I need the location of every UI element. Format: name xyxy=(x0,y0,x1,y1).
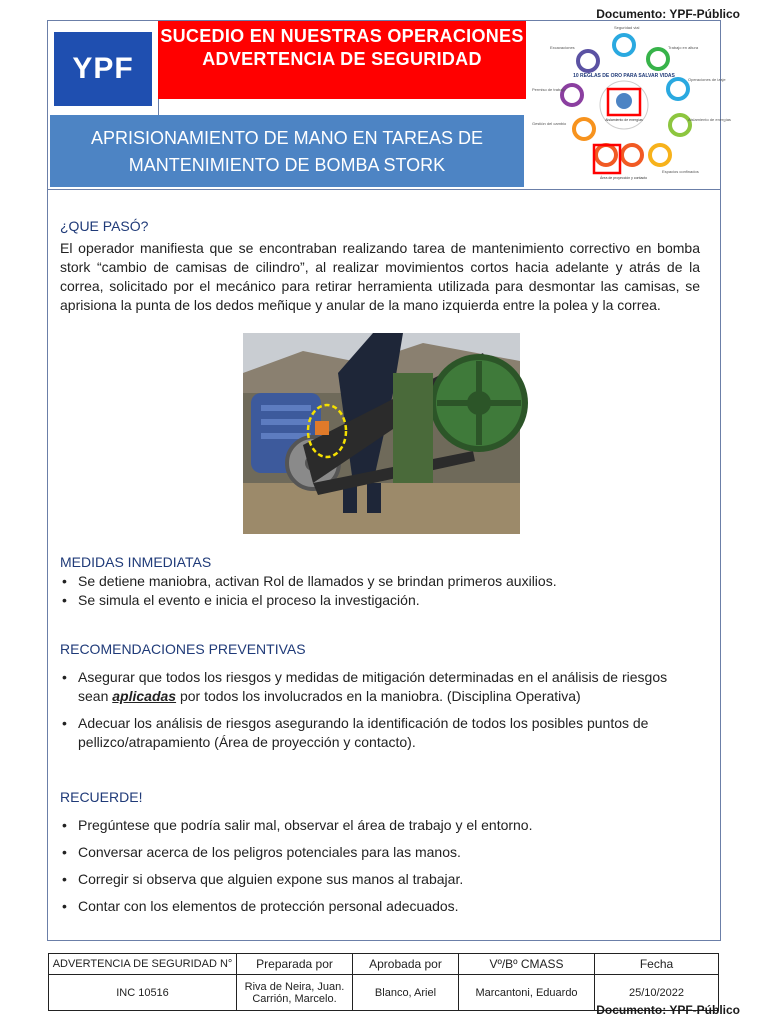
report-date: 25/10/2022 xyxy=(595,975,719,1011)
incident-photo-graphic xyxy=(243,333,520,534)
wheel-label-3: Aislamiento de energías xyxy=(688,117,731,122)
wheel-label-2: Operaciones de izaje xyxy=(688,77,726,82)
wheel-label-7: Excavaciones xyxy=(550,45,575,50)
document-classification-bottom: Documento: YPF-Público xyxy=(596,1003,740,1017)
banner-line-1: SUCEDIO EN NUESTRAS OPERACIONES xyxy=(160,26,524,46)
wheel-label-5: Gestión del cambio xyxy=(532,121,567,126)
wheel-label-0: Seguridad vial xyxy=(614,25,640,30)
wheel-label-6: Permiso de trabajo xyxy=(532,87,566,92)
table-header-row xyxy=(49,954,719,975)
list-item: • Pregúntese que podría salir mal, observar el área de trabajo y el entorno. xyxy=(60,816,700,835)
warning-banner xyxy=(158,21,526,99)
remember-list xyxy=(60,816,700,916)
list-item: • Conversar acerca de los peligros potenciales para las manos. xyxy=(60,843,700,862)
emphasis-applied: aplicadas xyxy=(112,688,177,704)
approved-by: Blanco, Ariel xyxy=(353,975,459,1011)
header xyxy=(47,20,731,190)
report-body xyxy=(47,188,721,941)
section-title-immediate-measures: MEDIDAS INMEDIATAS xyxy=(60,554,212,570)
immediate-measures-list xyxy=(60,572,700,610)
header-cell: ADVERTENCIA DE SEGURIDAD N° xyxy=(49,954,237,975)
wheel-title: 10 REGLAS DE ORO PARA SALVAR VIDAS xyxy=(573,73,675,79)
recommendations-list xyxy=(60,668,700,752)
cmass-approval: Marcantoni, Eduardo xyxy=(459,975,595,1011)
header-cell: Aprobada por xyxy=(353,954,459,975)
ypf-logo: YPF xyxy=(54,32,152,106)
section-title-remember: RECUERDE! xyxy=(60,789,143,805)
title-line-2: MANTENIMIENTO DE BOMBA STORK xyxy=(128,155,446,175)
wheel-highlight-label: Área de proyección y contacto xyxy=(600,176,648,180)
logo-box xyxy=(48,21,159,121)
list-item: • Se detiene maniobra, activan Rol de llamados y se brindan primeros auxilios. xyxy=(60,572,700,591)
list-item: • Adecuar los análisis de riesgos asegurando la identificación de todos los posibles puntos de pellizco/atrapamiento (Área de proyección y contacto). xyxy=(60,714,700,752)
title-line-1: APRISIONAMIENTO DE MANO EN TAREAS DE xyxy=(90,128,484,148)
list-item: • Asegurar que todos los riesgos y medidas de mitigación determinadas en el análisis de riesgos sean aplicadas por todos los involucrados en la maniobra. (Disciplina Operativa) xyxy=(60,668,700,706)
list-item: • Contar con los elementos de protección personal adecuados. xyxy=(60,897,700,916)
what-happened-text: El operador manifiesta que se encontraban realizando tarea de mantenimiento correctivo en bomba stork “cambio de camisas de cilindro”, al realizar movimientos cortos hacia adelante y atrás de la correa, solicitado por el mecánico para retirar herramienta utilizada para desmontar las camisas, se aprisiona la punta de los dedos meñique y anular de la mano izquierda entre la polea y la correa. xyxy=(60,240,700,313)
header-cell: Vº/Bº CMASS xyxy=(459,954,595,975)
section-title-what-happened: ¿QUE PASÓ? xyxy=(60,218,149,234)
incident-number: INC 10516 xyxy=(49,975,237,1011)
incident-title xyxy=(50,115,524,187)
prepared-by: Riva de Neira, Juan. Carrión, Marcelo. xyxy=(237,975,353,1011)
golden-rules-wheel-graphic xyxy=(528,21,731,189)
section-title-recommendations: RECOMENDACIONES PREVENTIVAS xyxy=(60,641,306,657)
wheel-label-1: Trabajo en altura xyxy=(668,45,699,50)
wheel-center-label: Aislamiento de energías xyxy=(605,118,643,122)
wheel-label-4: Espacios confinados xyxy=(662,169,699,174)
header-cell: Fecha xyxy=(595,954,719,975)
document-classification: Documento: YPF-Público xyxy=(596,7,740,21)
header-cell: Preparada por xyxy=(237,954,353,975)
incident-photo xyxy=(243,333,520,534)
list-item: • Corregir si observa que alguien expone sus manos al trabajar. xyxy=(60,870,700,889)
golden-rules-wheel xyxy=(528,21,731,189)
banner-line-2: ADVERTENCIA DE SEGURIDAD xyxy=(202,49,482,69)
list-item: • Se simula el evento e inicia el proceso la investigación. xyxy=(60,591,700,610)
